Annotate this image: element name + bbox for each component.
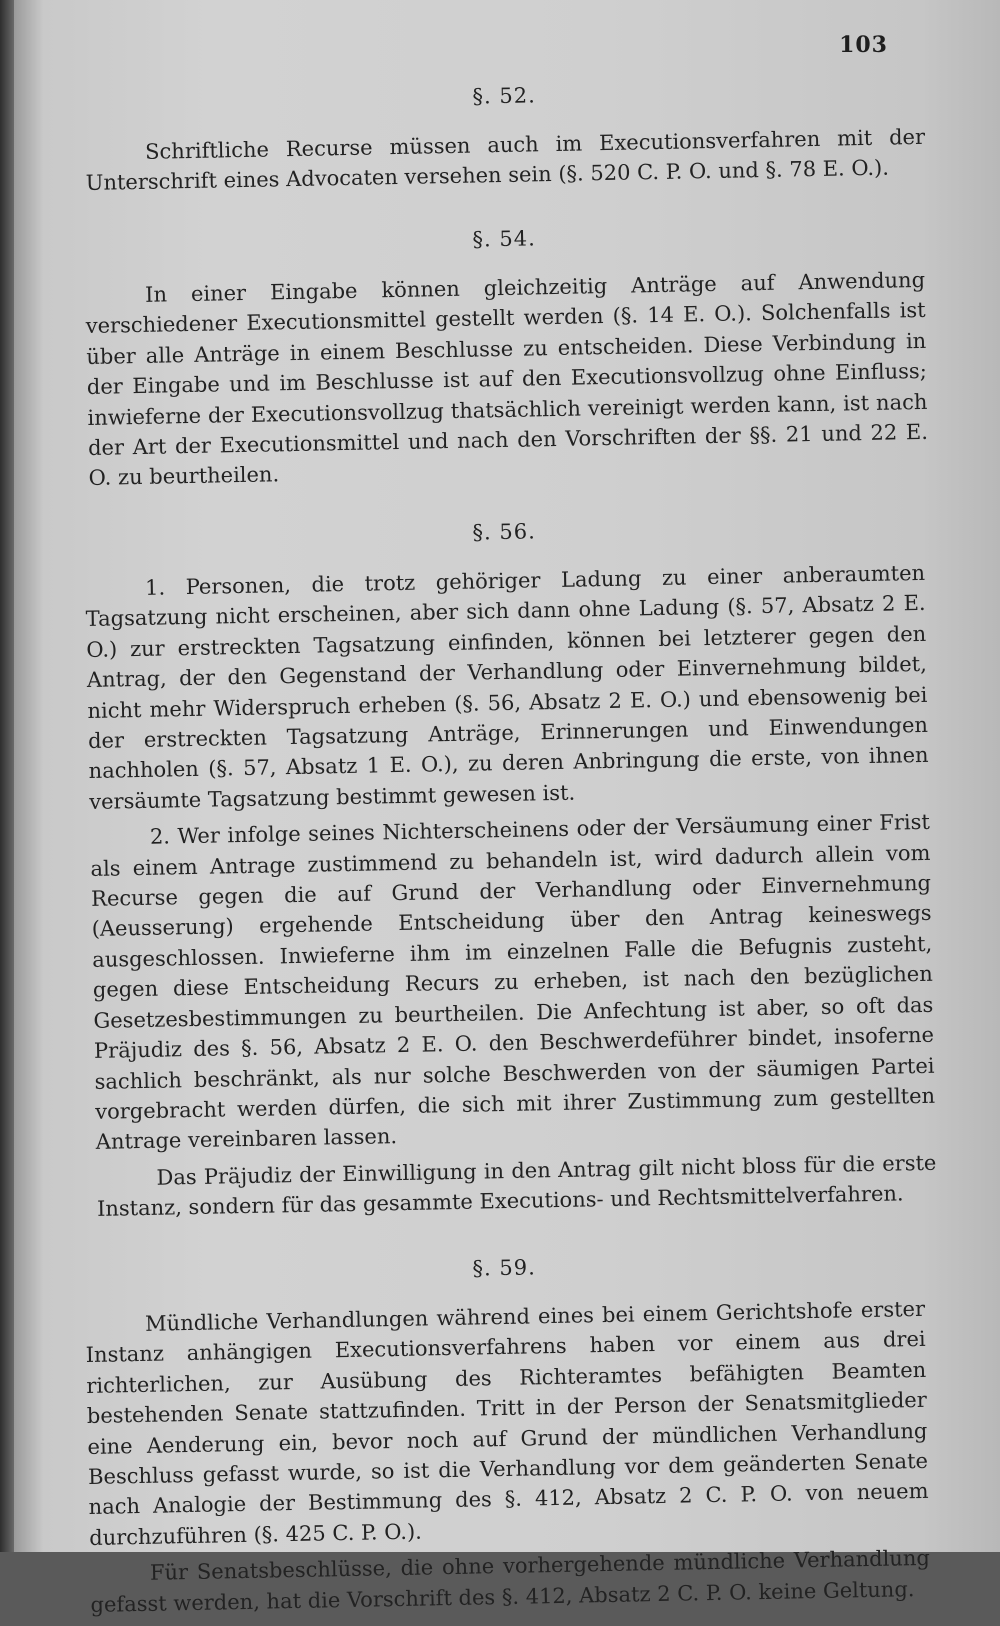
section-56	[84, 512, 937, 1225]
paragraph: Schriftliche Recurse müssen auch im Executionsverfahren mit der Unterschrift eines Advocaten versehen sein (§. 520 C. P. O. und §. 78 E. O.).	[85, 124, 926, 196]
paragraph: Das Präjudiz der Einwilligung in den Antrag gilt nicht bloss für die erste Instanz, sondern für das gesammte Executions- und Rechtsmittelverfahren.	[96, 1150, 937, 1221]
page-number: 103	[839, 32, 888, 58]
section-heading: §. 52.	[472, 83, 537, 109]
section-heading: §. 54.	[472, 226, 537, 252]
section-59	[84, 1248, 931, 1620]
paragraph: Für Senatsbeschlüsse, die ohne vorhergehende mündliche Verhandlung gefasst werden, hat die Vorschrift des §. 412, Absatz 2 C. P. O. keine Geltung.	[90, 1546, 931, 1617]
section-heading: §. 56.	[472, 518, 537, 545]
paragraph: In einer Eingabe können gleichzeitig Anträge auf Anwendung verschiedener Executionsmittel gestellt werden (§. 14 E. O.). Solchenfalls ist über alle Anträge in einem Beschlusse zu entscheiden. Diese Verbindung in der Eingabe und im Beschlusse ist auf den Executionsvollzug ohne Einfluss; inwieferne der Executionsvollzug thatsächlich vereinigt werden kann, ist nach der Art der Executionsmittel und nach den Vorschriften der §§. 21 und 22 E. O. zu beurtheilen.	[85, 267, 929, 491]
paragraph: 2. Wer infolge seines Nichterscheinens oder der Versäumung einer Frist als einem Antrage zustimmend zu behandeln ist, wird dadurch allein vom Recurse gegen die auf Grund der Verhandlung oder Einvernehmung (Aeusserung) ergehende Entscheidung über den Antrag keineswegs ausgeschlossen. Inwieferne ihm im einzelnen Falle die Befugnis zusteht, gegen diese Entscheidung Recurs zu erheben, ist nach den bezüglichen Gesetzesbestimmungen zu beurtheilen. Die Anfechtung ist aber, so oft das Präjudiz des §. 56, Absatz 2 E. O. den Beschwerdeführer bindet, insoferne sachlich beschränkt, als nur solche Beschwerden von der säumigen Partei vorgebracht werden dürfen, die sich mit ihrer Zustimmung zum gestellten Antrage vereinbaren lassen.	[90, 809, 936, 1154]
page-content	[84, 83, 937, 1626]
book-page	[14, 0, 1000, 1617]
section-54	[84, 219, 929, 494]
paragraph: Mündliche Verhandlungen während eines bei einem Gerichtshofe erster Instanz anhängigen Executionsverfahrens haben vor einem aus drei richterlichen, zur Ausübung des Richteramtes befähigten Beamten bestehenden Senate stattzufinden. Tritt in der Person der Senatsmitglieder eine Aenderung ein, bevor noch auf Grund der mündlichen Verhandlung Beschluss gefasst wurde, so ist die Verhandlung vor dem geänderten Senate nach Analogie der Bestimmung des §. 412, Absatz 2 C. P. O. von neuem durchzuführen (§. 425 C. P. O.).	[85, 1297, 929, 1550]
section-heading: §. 59.	[472, 1255, 537, 1281]
section-52	[84, 76, 926, 199]
book-spine-shadow	[0, 0, 14, 1552]
paragraph: 1. Personen, die trotz gehöriger Ladung zu einer anberaumten Tagsatzung nicht erscheinen, aber sich dann ohne Ladung (§. 57, Absatz 2 E. O.) zur erstreckten Tagsatzung einfinden, können bei letzterer gegen den Antrag, der den Gegenstand der Verhandlung oder Einvernehmung bildet, nicht mehr Widerspruch erheben (§. 56, Absatz 2 E. O.) und ebensowenig bei der erstreckten Tagsatzung Anträge, Erinnerungen und Einwendungen nachholen (§. 57, Absatz 1 E. O.), zu deren Anbringung die erste, von ihnen versäumte Tagsatzung bestimmt gewesen ist.	[85, 560, 929, 814]
